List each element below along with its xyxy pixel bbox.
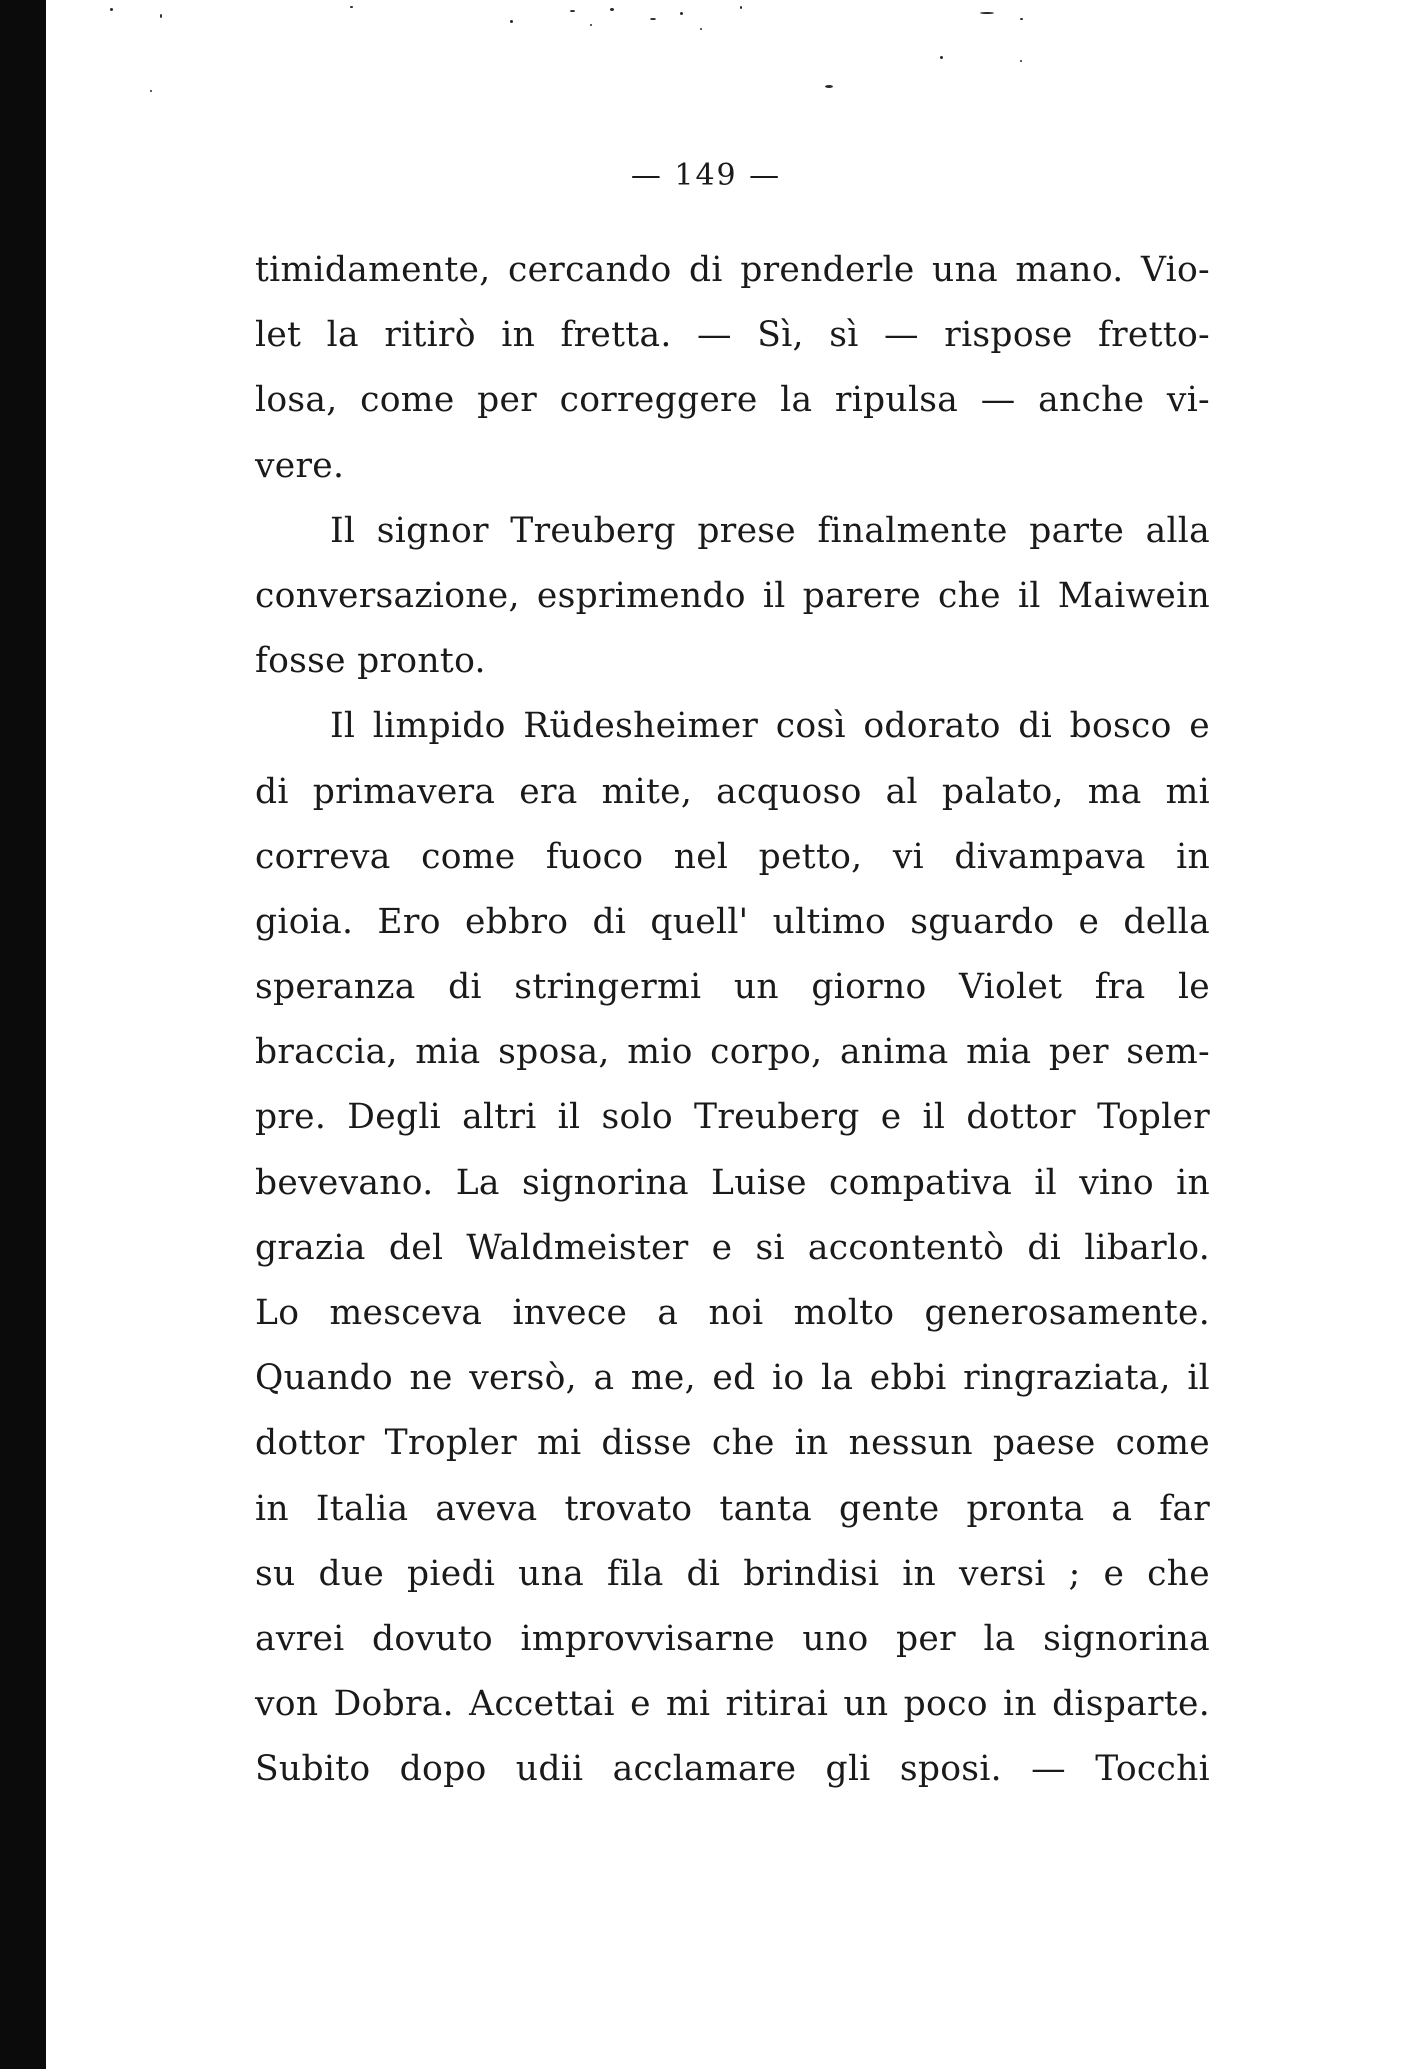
text-line: braccia, mia sposa, mio corpo, anima mia per sem-	[255, 1032, 1210, 1073]
scan-noise	[90, 0, 1340, 120]
text-line: Il signor Treuberg prese finalmente parte alla	[330, 510, 1210, 551]
text-line: Subito dopo udii acclamare gli sposi. — Tocchi	[255, 1749, 1210, 1790]
scan-edge-shadow	[0, 0, 46, 2069]
text-line: let la ritirò in fretta. — Sì, sì — rispose fretto-	[255, 315, 1210, 356]
text-line: fosse pronto.	[255, 641, 486, 682]
text-line: conversazione, esprimendo il parere che il Maiwein	[255, 575, 1210, 616]
text-line: grazia del Waldmeister e si accontentò di libarlo.	[255, 1227, 1210, 1268]
body-text	[255, 238, 1210, 1803]
text-line: su due piedi una fila di brindisi in versi ; e che	[255, 1553, 1210, 1594]
text-line: Il limpido Rüdesheimer così odorato di bosco e	[330, 706, 1210, 747]
text-line: dottor Tropler mi disse che in nessun paese come	[255, 1423, 1210, 1464]
text-line: Lo mesceva invece a noi molto generosamente.	[255, 1293, 1210, 1333]
text-line: Quando ne versò, a me, ed io la ebbi ringraziata, il	[255, 1358, 1210, 1399]
page-number: — 149 —	[630, 158, 782, 193]
text-line: pre. Degli altri il solo Treuberg e il dottor Topler	[255, 1097, 1210, 1138]
text-line: in Italia aveva trovato tanta gente pronta a far	[255, 1488, 1210, 1529]
text-line: losa, come per correggere la ripulsa — anche vi-	[255, 380, 1210, 421]
text-line: von Dobra. Accettai e mi ritirai un poco in disparte.	[255, 1684, 1210, 1725]
text-line: correva come fuoco nel petto, vi divampava in	[255, 836, 1210, 877]
text-line: timidamente, cercando di prenderle una mano. Vio-	[255, 250, 1210, 290]
text-line: di primavera era mite, acquoso al palato, ma mi	[255, 771, 1210, 812]
text-line: avrei dovuto improvvisarne uno per la signorina	[255, 1618, 1210, 1659]
text-line: gioia. Ero ebbro di quell' ultimo sguardo e della	[255, 901, 1210, 942]
text-line: vere.	[255, 445, 345, 486]
text-line: bevevano. La signorina Luise compativa il vino in	[255, 1162, 1210, 1203]
text-line: speranza di stringermi un giorno Violet fra le	[255, 967, 1210, 1008]
